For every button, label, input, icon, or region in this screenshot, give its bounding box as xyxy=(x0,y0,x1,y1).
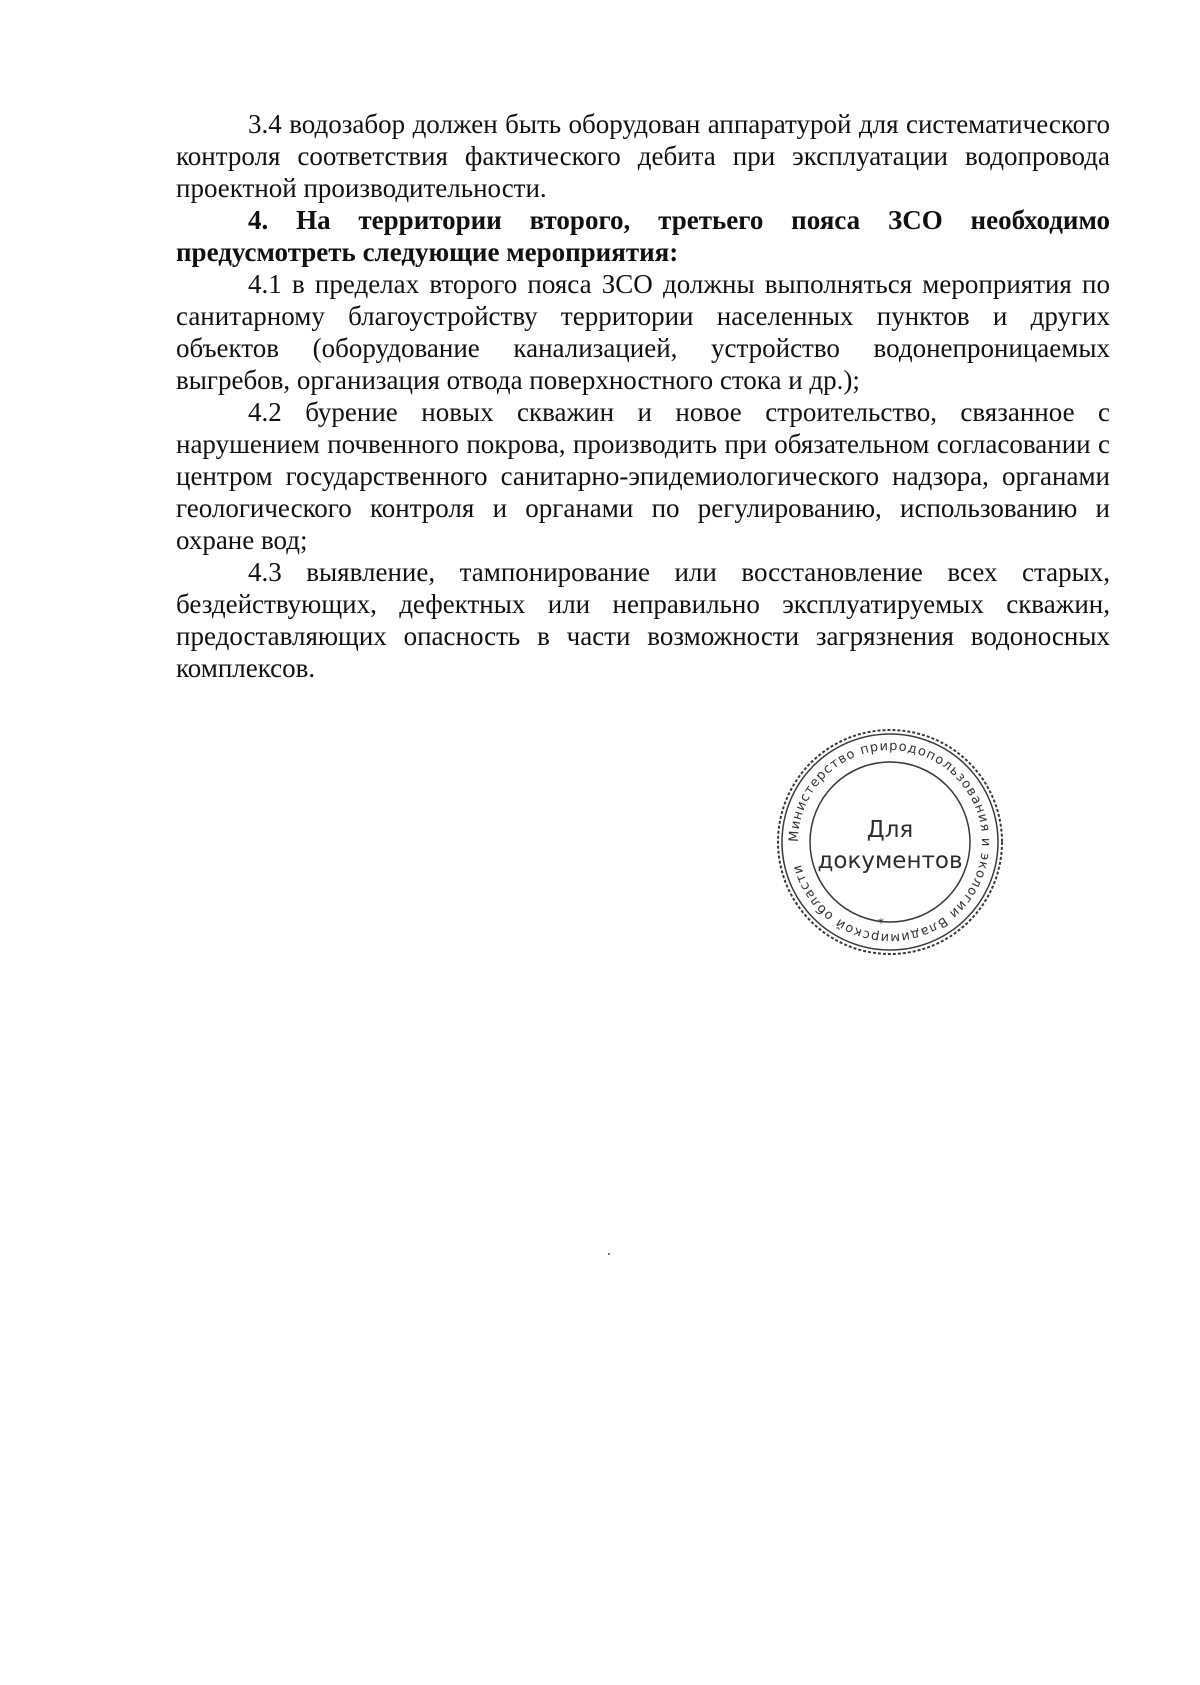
section-heading-4: 4. На территории второго, третьего пояса ЗСО необходимо предусмотреть следующие мероприятия: xyxy=(176,205,1110,267)
document-body xyxy=(176,108,1110,684)
paragraph-4-2: 4.2 бурение новых скважин и новое строительство, связанное с нарушением почвенного покрова, производить при обязательном согласовании с центром государственного санитарно-эпидемиологического надзора, органами геологического контроля и органами по регулированию, использованию и охране вод; xyxy=(176,397,1110,555)
stamp-center-line-1: Для xyxy=(866,817,914,843)
stamp-ring-textpath: Министерство природопользования и экологии Владимирской области xyxy=(786,738,994,946)
stamp-center-line-2: документов xyxy=(817,848,963,874)
paragraph-4-1: 4.1 в пределах второго пояса ЗСО должны выполняться мероприятия по санитарному благоустройству территории населенных пунктов и других объектов (оборудование канализацией, устройство водонепроницаемых выгребов, организация отвода поверхностного стока и др.); xyxy=(176,269,1110,395)
official-stamp xyxy=(775,727,1005,957)
paragraph-4-3: 4.3 выявление, тампонирование или восстановление всех старых, бездействующих, дефектных или неправильно эксплуатируемых скважин, предоставляющих опасность в части возможности загрязнения водоносных комплексов. xyxy=(176,557,1110,683)
scan-speck xyxy=(608,1253,610,1255)
stamp-seal-graphic xyxy=(775,727,1005,957)
paragraph-3-4: 3.4 водозабор должен быть оборудован аппаратурой для систематического контроля соответствия фактического дебита при эксплуатации водопровода проектной производительности. xyxy=(176,109,1110,203)
stamp-star: * xyxy=(878,916,884,930)
